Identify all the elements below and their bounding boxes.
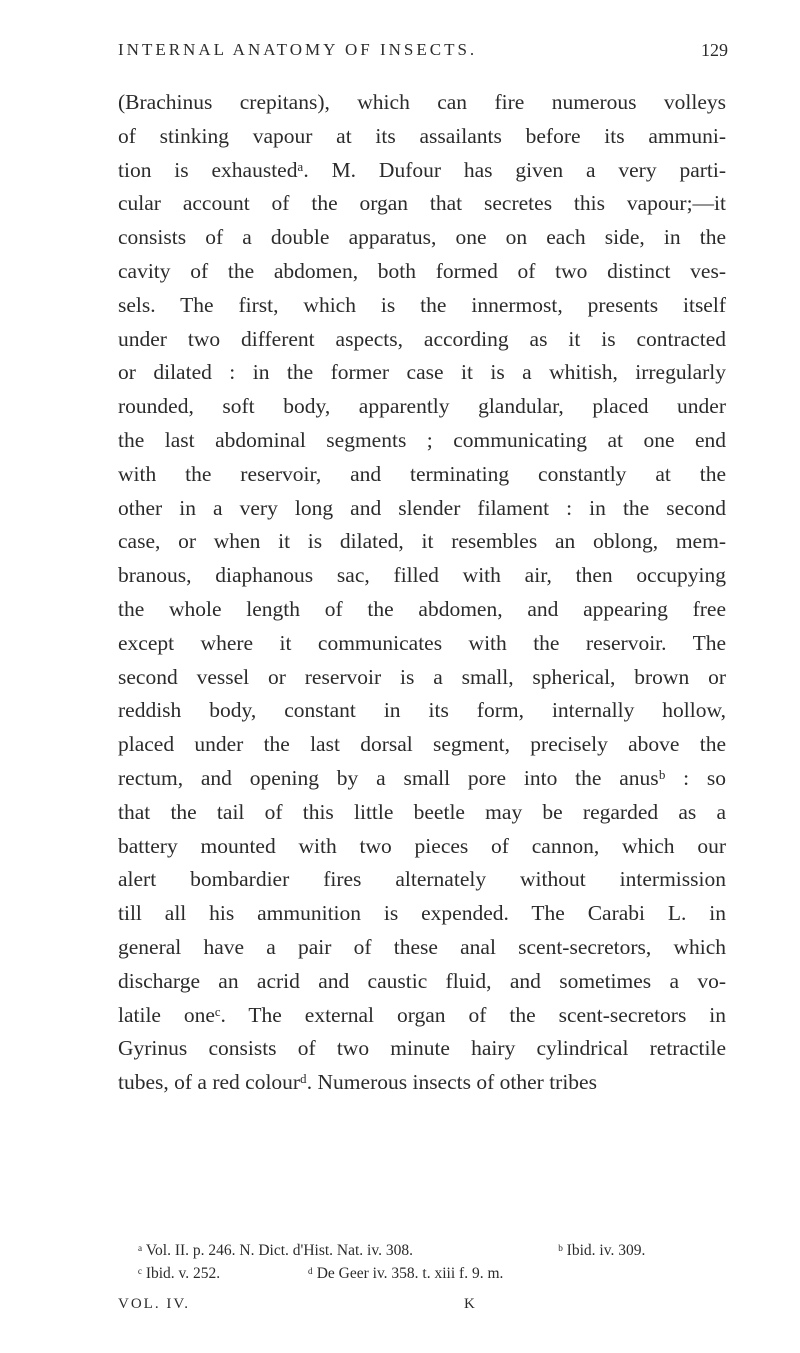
- text-line: battery mounted with two pieces of cannon, which our: [118, 833, 726, 858]
- text-line: the whole length of the abdomen, and appearing free: [118, 596, 726, 621]
- text-line: tion is exhaustedᵃ. M. Dufour has given a very parti-: [118, 157, 726, 182]
- text-line: under two different aspects, according as it is contracted: [118, 326, 726, 351]
- footnote-b: ᵇ Ibid. iv. 309.: [558, 1242, 646, 1259]
- footnote-a: ᵃ Vol. II. p. 246. N. Dict. d'Hist. Nat. iv. 308.: [138, 1242, 413, 1259]
- footnotes: [118, 1240, 726, 1286]
- text-line: rounded, soft body, apparently glandular, placed under: [118, 394, 726, 419]
- text-line: discharge an acrid and caustic fluid, and sometimes a vo-: [118, 968, 726, 993]
- running-title: INTERNAL ANATOMY OF INSECTS.: [118, 40, 478, 59]
- body-text: [118, 86, 726, 1100]
- volume-mark: VOL. IV.: [118, 1296, 190, 1312]
- text-line: with the reservoir, and terminating constantly at the: [118, 461, 726, 486]
- text-line: branous, diaphanous sac, filled with air, then occupying: [118, 563, 726, 588]
- signature-mark: K: [464, 1296, 477, 1312]
- text-line: that the tail of this little beetle may be regarded as a: [118, 799, 726, 824]
- page-number: 129: [701, 40, 728, 60]
- footnote-c: ᶜ Ibid. v. 252.: [138, 1265, 221, 1282]
- text-line: (Brachinus crepitans), which can fire numerous volleys: [118, 90, 726, 114]
- text-line: tubes, of a red colourᵈ. Numerous insects of other tribes: [118, 1070, 597, 1095]
- text-line: placed under the last dorsal segment, precisely above the: [118, 732, 726, 757]
- text-line: second vessel or reservoir is a small, spherical, brown or: [118, 664, 726, 689]
- text-line: reddish body, constant in its form, internally hollow,: [118, 698, 726, 723]
- text-line: of stinking vapour at its assailants before its ammuni-: [118, 123, 726, 148]
- footnote-row: [118, 1263, 726, 1286]
- text-line: cavity of the abdomen, both formed of two distinct ves-: [118, 258, 726, 283]
- text-line: cular account of the organ that secretes this vapour;—it: [118, 191, 726, 216]
- text-line: except where it communicates with the reservoir. The: [118, 630, 726, 655]
- text-line: latile oneᶜ. The external organ of the scent-secretors in: [118, 1002, 726, 1027]
- footnote-d: ᵈ De Geer iv. 358. t. xiii f. 9. m.: [308, 1265, 504, 1282]
- text-line: consists of a double apparatus, one on each side, in the: [118, 225, 726, 250]
- text-line: rectum, and opening by a small pore into the anusᵇ : so: [118, 765, 726, 790]
- text-line: the last abdominal segments ; communicating at one end: [118, 427, 726, 452]
- text-line: other in a very long and slender filament : in the second: [118, 495, 726, 520]
- text-line: or dilated : in the former case it is a whitish, irregularly: [118, 360, 726, 385]
- text-line: till all his ammunition is expended. The Carabi L. in: [118, 901, 726, 926]
- text-line: sels. The first, which is the innermost, presents itself: [118, 292, 726, 317]
- text-line: general have a pair of these anal scent-secretors, which: [118, 934, 726, 959]
- text-line: case, or when it is dilated, it resembles an oblong, mem-: [118, 529, 726, 554]
- text-line: alert bombardier fires alternately without intermission: [118, 867, 726, 892]
- footnote-row: [118, 1240, 726, 1263]
- text-line: Gyrinus consists of two minute hairy cylindrical retractile: [118, 1036, 726, 1061]
